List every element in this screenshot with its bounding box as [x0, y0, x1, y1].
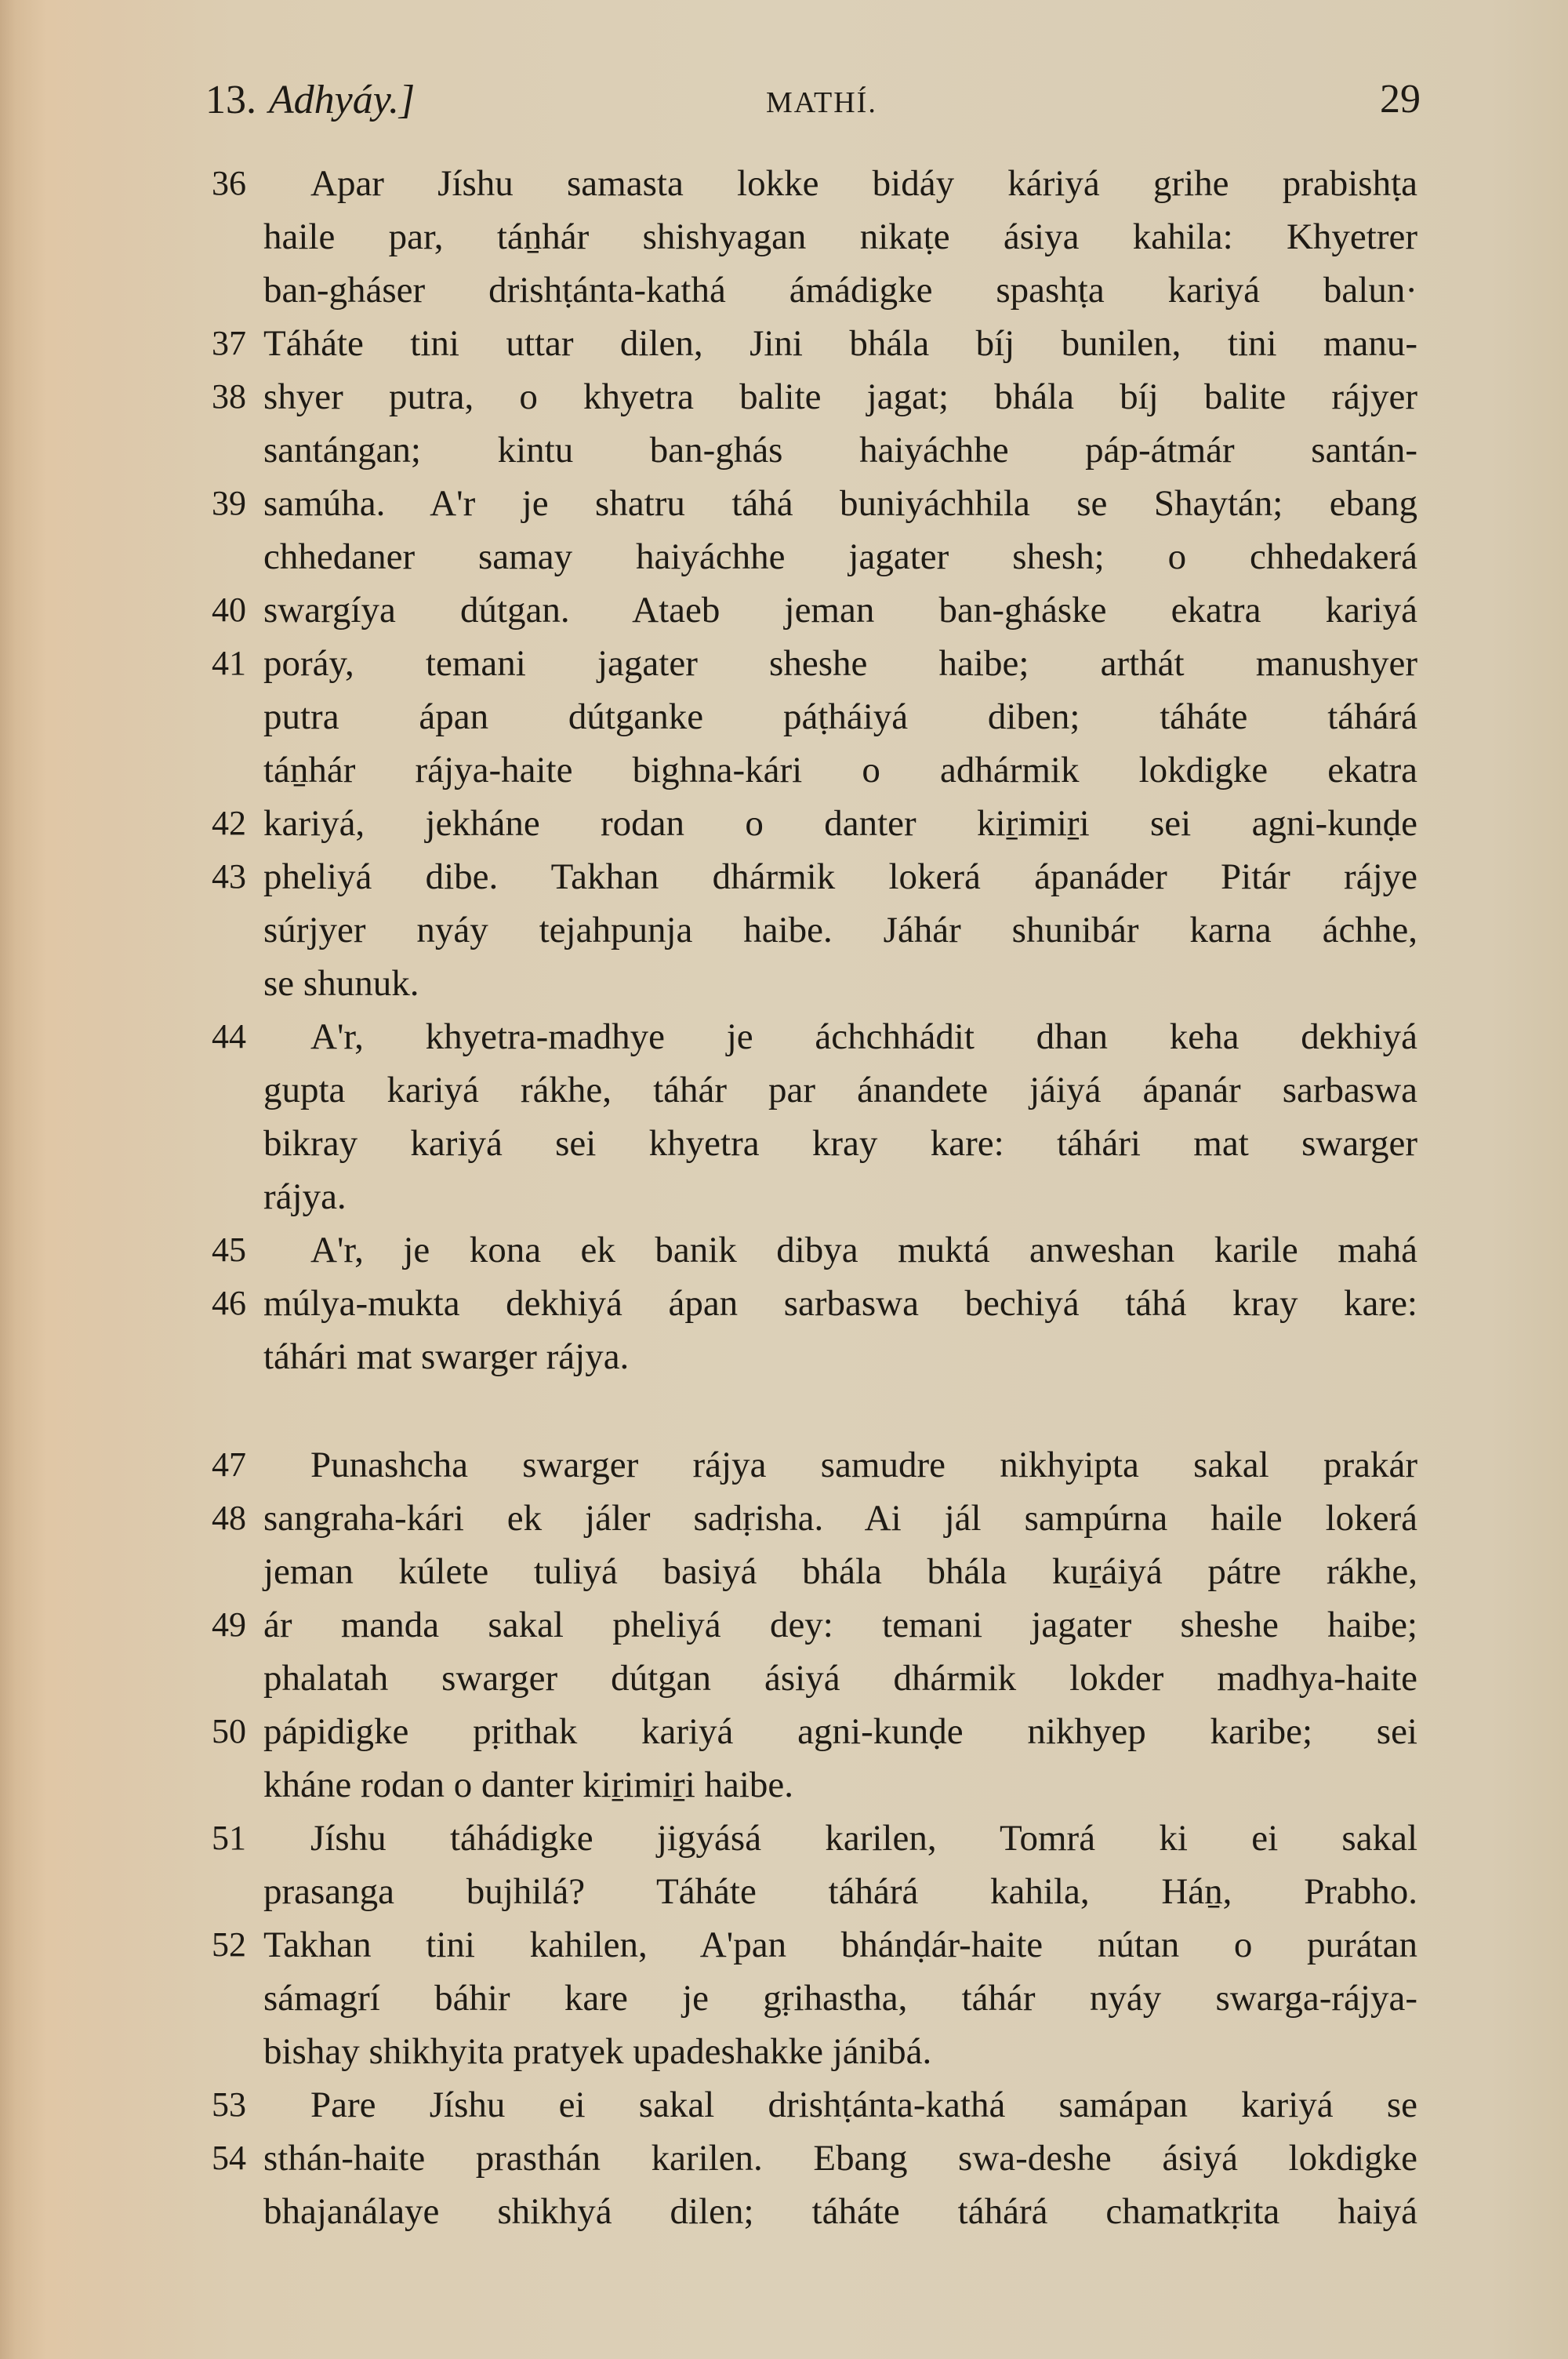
line-text: Táháte tini uttar dilen, Jini bhála bíj bunilen, tini manu-: [263, 323, 1417, 364]
text-line: [212, 637, 1458, 690]
text-line: [212, 583, 1458, 637]
line-text: Apar Jíshu samasta lokke bidáy káriyá grihe prabishṭa: [310, 163, 1417, 204]
verse-number: 50: [212, 1712, 246, 1750]
verse-number: 52: [212, 1925, 246, 1964]
verse-number: 36: [212, 164, 246, 202]
verse-number: 38: [212, 377, 246, 416]
text-line: [212, 1438, 1458, 1492]
line-text: A'r, khyetra-madhye je áchchhádit dhan keha dekhiyá: [310, 1016, 1417, 1057]
line-text: gupta kariyá rákhe, táhár par ánandete jáiyá ápanár sarbaswa: [263, 1070, 1417, 1110]
text-line: [212, 210, 1458, 264]
line-text: jeman kúlete tuliyá basiyá bhála bhála kuṟáiyá pátre rákhe,: [263, 1551, 1417, 1592]
line-text: kháne rodan o danter kiṟimiṟi haibe.: [263, 1765, 794, 1805]
verse-number: 51: [212, 1819, 246, 1857]
line-text: sthán-haite prasthán karilen. Ebang swa-deshe ásiyá lokdigke: [263, 2138, 1417, 2179]
text-line: [212, 1652, 1458, 1705]
line-text: bikray kariyá sei khyetra kray kare: táhári mat swarger: [263, 1123, 1417, 1164]
text-line: [212, 1758, 1458, 1812]
text-line: [212, 1812, 1458, 1865]
verse-number: 53: [212, 2085, 246, 2124]
line-text: súrjyer nyáy tejahpunja haibe. Jáhár shunibár karna áchhe,: [263, 910, 1417, 951]
line-text: ban-gháser drishṭánta-kathá ámádigke spashṭa kariyá balun·: [263, 270, 1417, 311]
verse-number: 44: [212, 1017, 246, 1056]
text-line: [212, 477, 1458, 530]
text-line: [212, 1492, 1458, 1545]
text-line: [212, 743, 1458, 797]
verse-number: 45: [212, 1230, 246, 1269]
running-header: [205, 72, 1460, 127]
chapter-number: 13.: [205, 78, 256, 122]
line-text: ár manda sakal pheliyá dey: temani jagater sheshe haibe;: [263, 1605, 1417, 1645]
text-line: [212, 903, 1458, 957]
line-text: táṉhár rájya-haite bighna-kári o adhármik lokdigke ekatra: [263, 750, 1417, 791]
paragraph-gap: [212, 1383, 1458, 1438]
line-text: kariyá, jekháne rodan o danter kiṟimiṟi sei agni-kunḍe: [263, 803, 1417, 844]
text-line: [212, 2025, 1458, 2078]
line-text: pápidigke pṛithak kariyá agni-kunḍe nikhyep karibe; sei: [263, 1711, 1417, 1752]
verse-number: 54: [212, 2139, 246, 2177]
verse-number: 46: [212, 1284, 246, 1322]
running-title: MATHÍ.: [766, 86, 877, 119]
line-text: múlya-mukta dekhiyá ápan sarbaswa bechiyá táhá kray kare:: [263, 1283, 1417, 1324]
chapter-label: Adhyáy.]: [268, 78, 416, 122]
line-text: pheliyá dibe. Takhan dhármik lokerá ápanáder Pitár rájye: [263, 856, 1417, 897]
line-text: Punashcha swarger rájya samudre nikhyipta sakal prakár: [310, 1445, 1417, 1485]
text-line: [212, 797, 1458, 850]
text-line: [212, 423, 1458, 477]
line-text: swargíya dútgan. Ataeb jeman ban-gháske ekatra kariyá: [263, 590, 1417, 631]
text-line: [212, 370, 1458, 423]
text-line: [212, 530, 1458, 583]
text-line: [212, 850, 1458, 903]
text-line: [212, 2132, 1458, 2185]
text-line: [212, 1117, 1458, 1170]
line-text: sámagrí báhir kare je gṛihastha, táhár nyáy swarga-rájya-: [263, 1978, 1417, 2019]
text-line: [212, 690, 1458, 743]
line-text: sangraha-kári ek jáler sadṛisha. Ai jál sampúrna haile lokerá: [263, 1498, 1417, 1539]
verse-number: 37: [212, 324, 246, 362]
page-number: 29: [1380, 77, 1421, 122]
text-line: [212, 1223, 1458, 1277]
line-text: A'r, je kona ek banik dibya muktá anweshan karile mahá: [310, 1230, 1417, 1270]
line-text: Jíshu táhádigke jigyásá karilen, Tomrá ki ei sakal: [310, 1818, 1417, 1859]
line-text: samúha. A'r je shatru táhá buniyáchhila se Shaytán; ebang: [263, 483, 1417, 524]
text-line: [212, 1865, 1458, 1918]
text-line: [212, 1010, 1458, 1063]
line-text: rájya.: [263, 1176, 347, 1217]
text-line: [212, 957, 1458, 1010]
text-line: [212, 1918, 1458, 1972]
text-line: [212, 1063, 1458, 1117]
line-text: se shunuk.: [263, 963, 419, 1004]
text-line: [212, 317, 1458, 370]
line-text: haile par, táṉhár shishyagan nikaṭe ásiya kahila: Khyetrer: [263, 216, 1417, 257]
text-line: [212, 2078, 1458, 2132]
text-line: [212, 1598, 1458, 1652]
text-line: [212, 157, 1458, 210]
line-text: chhedaner samay haiyáchhe jagater shesh; o chhedakerá: [263, 536, 1417, 577]
line-text: phalatah swarger dútgan ásiyá dhármik lokder madhya-haite: [263, 1658, 1417, 1699]
chapter-heading: [205, 72, 415, 128]
line-text: bishay shikhyita pratyek upadeshakke jánibá.: [263, 2031, 932, 2072]
text-line: [212, 264, 1458, 317]
line-text: Pare Jíshu ei sakal drishṭánta-kathá samápan kariyá se: [310, 2085, 1417, 2125]
verse-number: 41: [212, 644, 246, 682]
line-text: bhajanálaye shikhyá dilen; táháte táhárá chamatkṛita haiyá: [263, 2191, 1417, 2232]
line-text: prasanga bujhilá? Táháte táhárá kahila, Háṉ, Prabho.: [263, 1871, 1417, 1912]
verse-number: 43: [212, 857, 246, 896]
line-text: santángan; kintu ban-ghás haiyáchhe páp-átmár santán-: [263, 430, 1417, 471]
text-line: [212, 1330, 1458, 1383]
verse-number: 39: [212, 484, 246, 522]
line-text: Takhan tini kahilen, A'pan bhánḍár-haite nútan o purátan: [263, 1925, 1417, 1965]
text-line: [212, 2185, 1458, 2238]
verse-number: 40: [212, 591, 246, 629]
verse-number: 42: [212, 804, 246, 842]
line-text: shyer putra, o khyetra balite jagat; bhála bíj balite rájyer: [263, 376, 1417, 417]
verse-number: 49: [212, 1605, 246, 1644]
text-line: [212, 1545, 1458, 1598]
text-line: [212, 1277, 1458, 1330]
verse-number: 48: [212, 1499, 246, 1537]
line-text: táhári mat swarger rájya.: [263, 1336, 630, 1377]
text-line: [212, 1705, 1458, 1758]
line-text: poráy, temani jagater sheshe haibe; arthát manushyer: [263, 643, 1417, 684]
text-line: [212, 1972, 1458, 2025]
body-text: [212, 157, 1458, 2238]
verse-number: 47: [212, 1445, 246, 1484]
line-text: putra ápan dútganke páṭháiyá diben; táháte táhárá: [263, 696, 1417, 737]
text-line: [212, 1170, 1458, 1223]
